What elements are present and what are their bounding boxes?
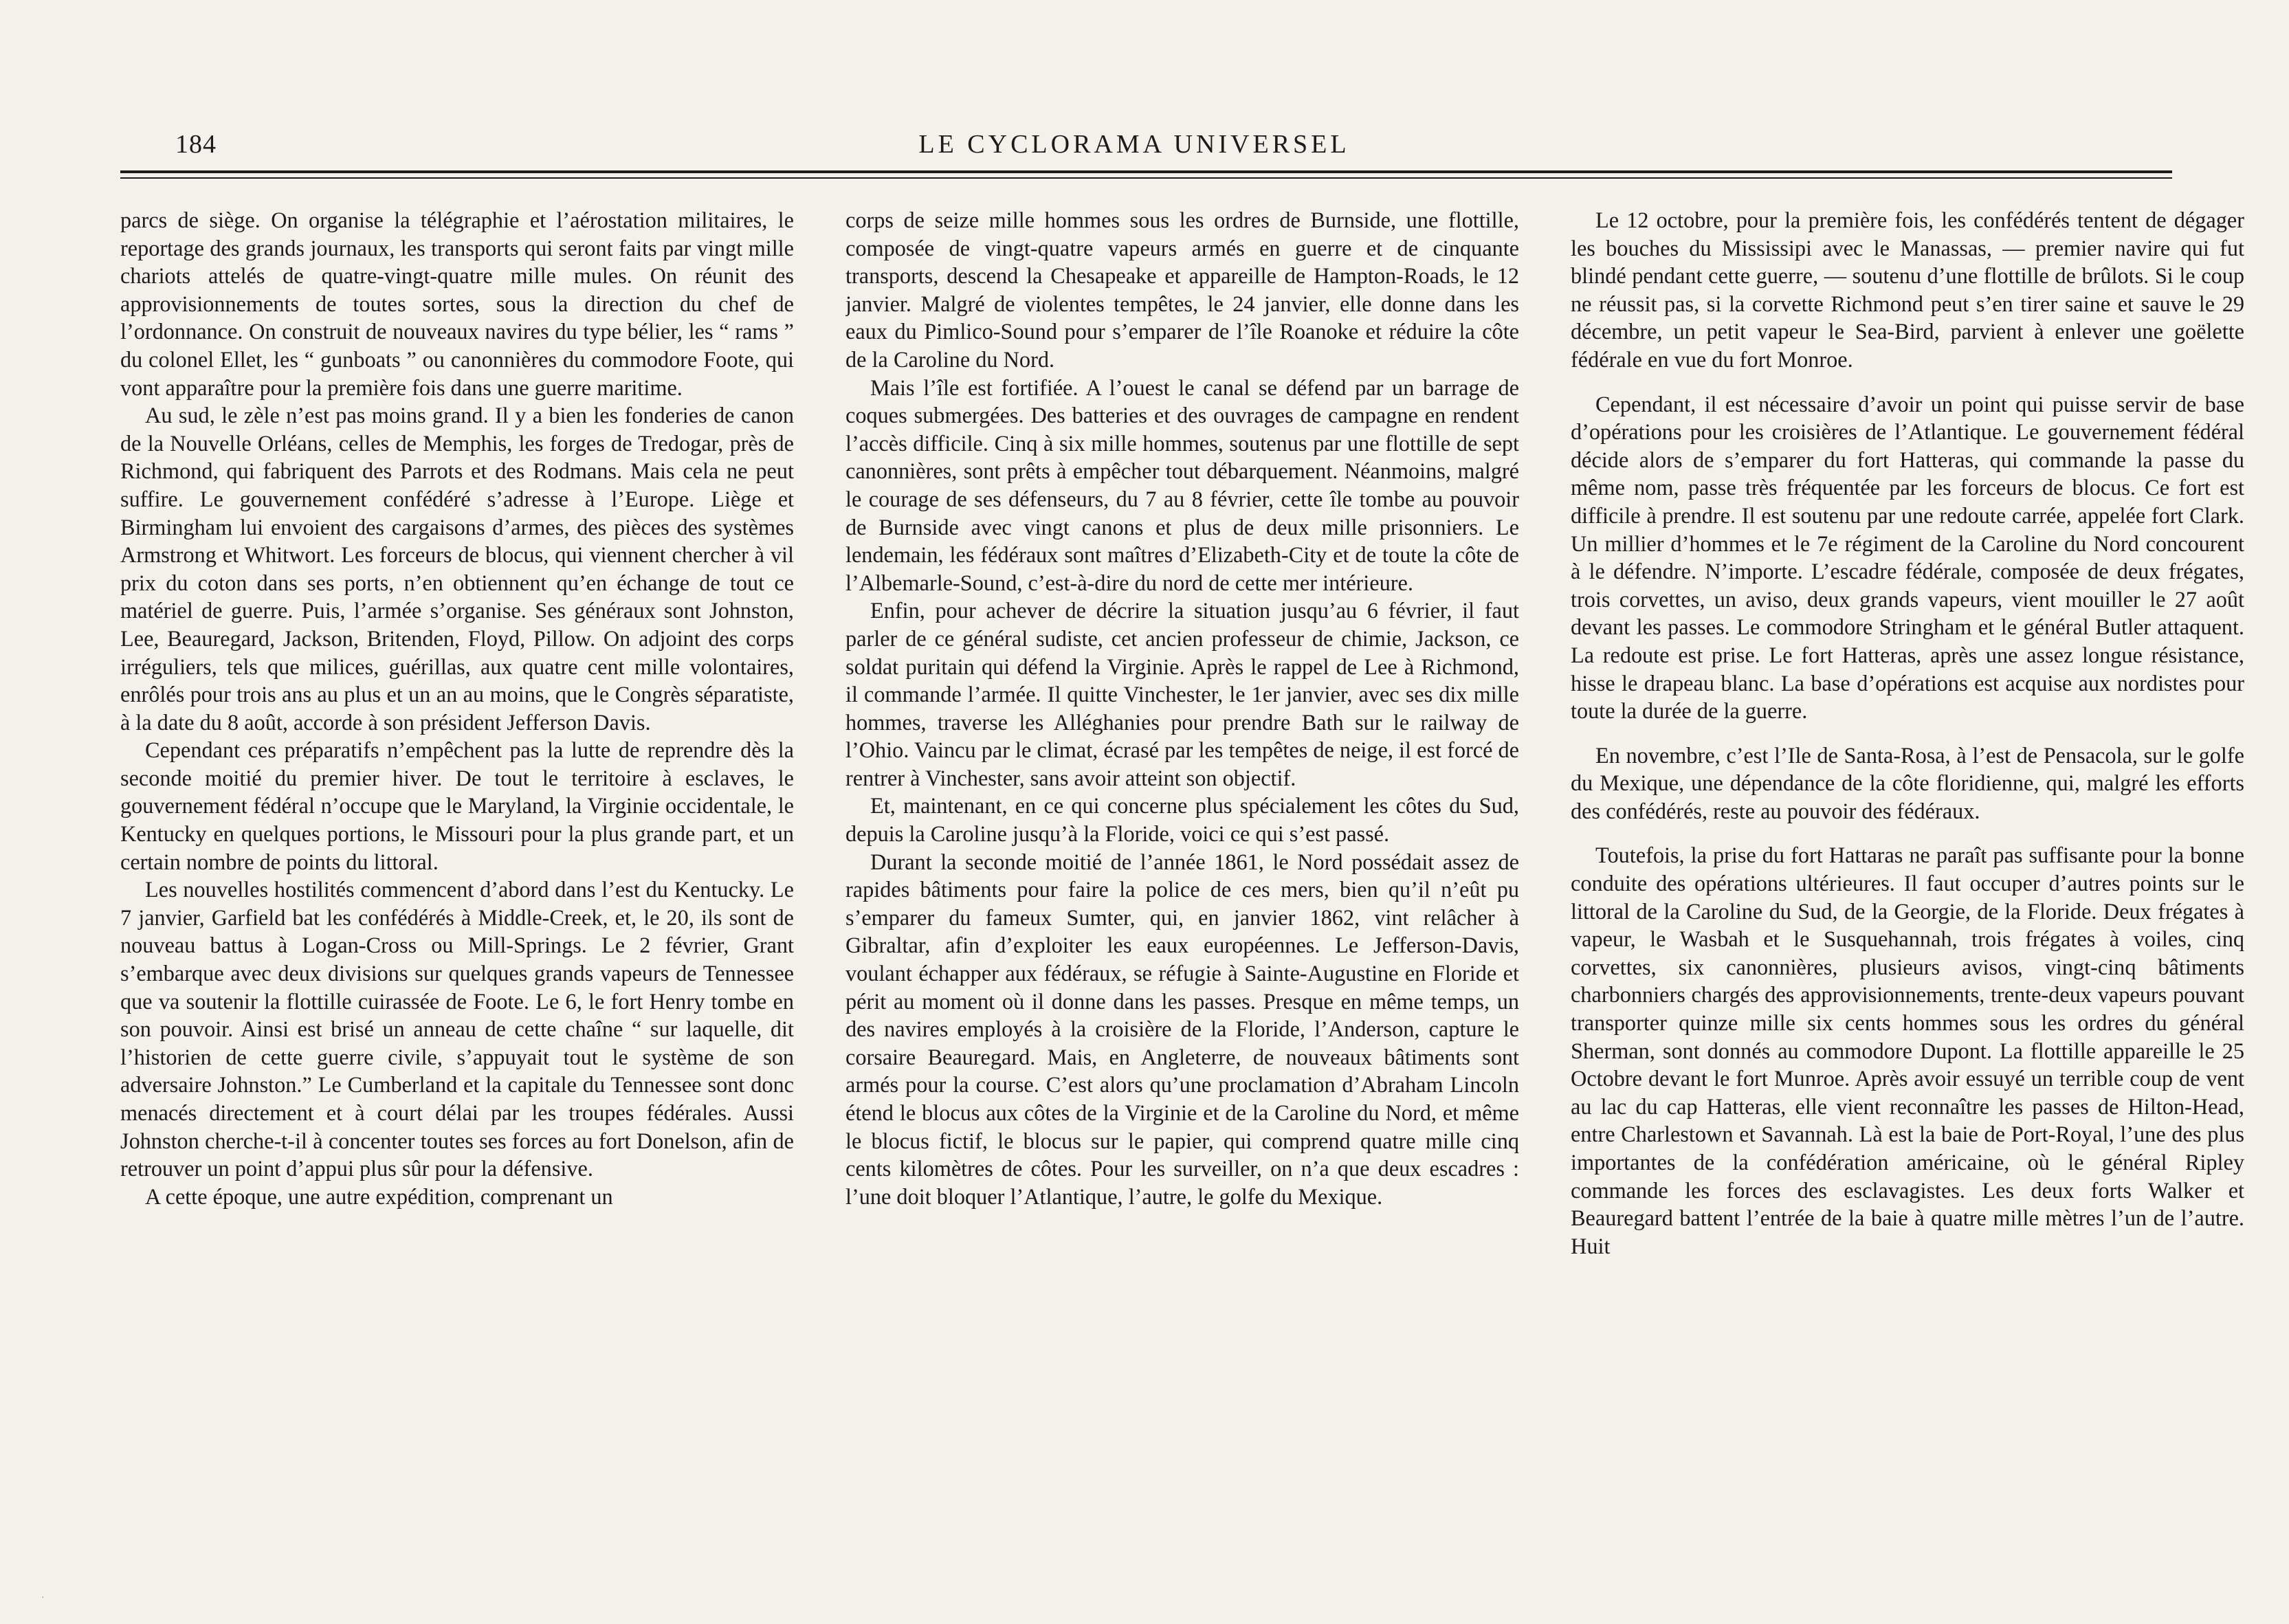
paragraph: parcs de siège. On organise la télégraphie et l’aérostation militaires, le reportage des grands journaux, les transports qui seront faits par vingt mille chariots attelés de quatre-vingt-quatre mille mules. On réunit des approvisionnements de toutes sortes, sous la direction du chef de l’ordonnance. On construit de nouveaux navires du type bélier, les “ rams ” du colonel Ellet, les “ gunboats ” ou canonnières du commodore Foote, qui vont apparaître pour la première fois dans une guerre maritime. — [120, 208, 794, 400]
text-column-1 — [120, 206, 794, 1526]
paragraph: corps de seize mille hommes sous les ordres de Burnside, une flottille, composée de vingt-quatre vapeurs armés en guerre et de cinquante transports, descend la Chesapeake et appareille de Hampton-Roads, le 12 janvier. Malgré de violentes tempêtes, le 24 janvier, elle donne dans les eaux du Pimlico-Sound pour s’emparer de l’île Roanoke et réduire la côte de la Caroline du Nord. — [845, 208, 1519, 372]
paragraph: Cependant, il est nécessaire d’avoir un point qui puisse servir de base d’opérations pour les croisières de l’Atlantique. Le gouvernement fédéral décide alors de s’emparer du fort Hatteras, qui commande la passe du même nom, passe très fréquentée par les forceurs de blocus. Ce fort est difficile à prendre. Il est soutenu par une redoute carrée, appelée fort Clark. Un millier d’hommes et le 7e régiment de la Caroline du Nord concourent à le défendre. N’importe. L’escadre fédérale, composée de deux frégates, trois corvettes, un aviso, deux grands vapeurs, vient mouiller le 27 août devant les passes. Le commodore Stringham et le général Butler attaquent. La redoute est prise. Le fort Hatteras, après une assez longue résistance, hisse le drapeau blanc. La base d’opérations est acquise aux nordistes pour toute la durée de la guerre. — [1571, 391, 2244, 724]
paragraph: En novembre, c’est l’Ile de Santa-Rosa, à l’est de Pensacola, sur le golfe du Mexique, une dépendance de la côte floridienne, qui, malgré les efforts des confédérés, reste au pouvoir des fédéraux. — [1571, 742, 2244, 823]
paragraph: Et, maintenant, en ce qui concerne plus spécialement les côtes du Sud, depuis la Caroline jusqu’à la Floride, voici ce qui s’est passé. — [845, 793, 1519, 847]
header-rule-thick — [120, 170, 2172, 173]
paragraph: Mais l’île est fortifiée. A l’ouest le canal se défend par un barrage de coques submergées. Des batteries et des ouvrages de campagne en rendent l’accès difficile. Cinq à six mille hommes, soutenus par une flottille de sept canonnières, sont prêts à empêcher tout débarquement. Néanmoins, malgré le courage de ses défenseurs, du 7 au 8 février, cette île tombe au pouvoir de Burnside avec vingt canons et plus de deux mille prisonniers. Le lendemain, les fédéraux sont maîtres d’Elizabeth-City et de toute la côte de l’Albemarle-Sound, c’est-à-dire du nord de cette mer intérieure. — [845, 375, 1519, 595]
paragraph: Les nouvelles hostilités commencent d’abord dans l’est du Kentucky. Le 7 janvier, Garfield bat les confédérés à Middle-Creek, et, le 20, ils sont de nouveau battus à Logan-Cross ou Mill-Springs. Le 2 février, Grant s’embarque avec deux divisions sur quelques grands vapeurs de Tennessee que va soutenir la flottille cuirassée de Foote. Le 6, le fort Henry tombe en son pouvoir. Ainsi est brisé un anneau de cette chaîne “ sur laquelle, dit l’historien de cette guerre civile, s’appuyait tout le système de son adversaire Johnston.” Le Cumberland et la capitale du Tennessee sont donc menacés directement et à court délai par les troupes fédérales. Aussi Johnston cherche-t-il à concenter toutes ses forces au fort Donelson, afin de retrouver un point d’appui plus sûr pour la défensive. — [120, 877, 794, 1181]
text-column-3 — [1571, 206, 2244, 1526]
paragraph: Durant la seconde moitié de l’année 1861, le Nord possédait assez de rapides bâtiments pour faire la police de ces mers, bien qu’il n’eût pu s’emparer du fameux Sumter, qui, en janvier 1862, vint relâcher à Gibraltar, afin d’exploiter les eaux européennes. Le Jefferson-Davis, voulant échapper aux fédéraux, se réfugie à Sainte-Augustine en Floride et périt au moment où il donne dans les passes. Presque en même temps, un des navires employés à la croisière de la Floride, l’Anderson, capture le corsaire Beauregard. Mais, en Angleterre, de nouveaux bâtiments sont armés pour la course. C’est alors qu’une proclamation d’Abraham Lincoln étend le blocus aux côtes de la Virginie et de la Caroline du Nord, et même le blocus fictif, le blocus sur le papier, qui comprend quatre mille cinq cents kilomètres de côtes. Pour les surveiller, on n’a que deux escadres : l’une doit bloquer l’Atlantique, l’autre, le golfe du Mexique. — [845, 849, 1519, 1209]
paragraph: Cependant ces préparatifs n’empêchent pas la lutte de reprendre dès la seconde moitié du premier hiver. De tout le territoire à esclaves, le gouvernement fédéral n’occupe que le Maryland, la Virginie occidentale, le Kentucky en quelques portions, le Missouri pour la plus grande part, et un certain nombre de points du littoral. — [120, 737, 794, 874]
paragraph: Toutefois, la prise du fort Hattaras ne paraît pas suffisante pour la bonne conduite des opérations ultérieures. Il faut occuper d’autres points sur le littoral de la Caroline du Sud, de la Georgie, de la Floride. Deux frégates à vapeur, le Wasbah et le Susquehannah, trois frégates à voiles, cinq corvettes, six canonnières, plusieurs avisos, vingt-cinq bâtiments charbonniers chargés des approvisionnements, trente-deux vapeurs pouvant transporter quinze mille six cents hommes sous les ordres du général Sherman, sont donnés au commodore Dupont. La flottille appareille le 25 Octobre devant le fort Munroe. Après avoir essuyé un terrible coup de vent au lac du cap Hatteras, elle vient reconnaître les passes de Hilton-Head, entre Charlestown et Savannah. Là est la baie de Port-Royal, l’une des plus importantes de la confédération américaine, où le général Ripley commande les forces des esclavagistes. Les deux forts Walker et Beauregard battent l’entrée de la baie à quatre mille mètres l’un de l’autre. Huit — [1571, 843, 2244, 1258]
paragraph: Le 12 octobre, pour la première fois, les confédérés tentent de dégager les bouches du Mississipi avec le Manassas, — premier navire qui fut blindé pendant cette guerre, — soutenu d’une flottille de brûlots. Si le coup ne réussit pas, si la corvette Richmond peut s’en tirer saine et sauve le 29 décembre, un petit vapeur le Sea-Bird, parvient à enlever une goëlette fédérale en vue du fort Monroe. — [1571, 208, 2244, 372]
paragraph: Au sud, le zèle n’est pas moins grand. Il y a bien les fonderies de canon de la Nouvelle Orléans, celles de Memphis, les forges de Tredogar, près de Richmond, qui fabriquent des Parrots et des Rodmans. Mais cela ne peut suffire. Le gouvernement confédéré s’adresse à l’Europe. Liège et Birmingham lui envoient des cargaisons d’armes, des pièces des systèmes Armstrong et Whitwort. Les forceurs de blocus, qui viennent chercher à vil prix du coton dans ses ports, n’en obtiennent qu’en échange de tout ce matériel de guerre. Puis, l’armée s’organise. Ses généraux sont Johnston, Lee, Beauregard, Jackson, Britenden, Floyd, Pillow. On adjoint des corps irréguliers, tels que milices, guérillas, aux quatre cent mille volontaires, enrôlés pour trois ans au plus et un an au moins, que le Congrès séparatiste, à la date du 8 août, accorde à son président Jefferson Davis. — [120, 403, 794, 735]
paragraph: Enfin, pour achever de décrire la situation jusqu’au 6 février, il faut parler de ce général sudiste, cet ancien professeur de chimie, Jackson, ce soldat puritain qui défend la Virginie. Après le rappel de Lee à Richmond, il commande l’armée. Il quitte Vinchester, le 1er janvier, avec ses dix mille hommes, traverse les Alléghanies pour prendre Bath sur le railway de l’Ohio. Vaincu par le climat, écrasé par les tempêtes de neige, il est forcé de rentrer à Vinchester, sans avoir atteint son objectif. — [845, 598, 1519, 790]
running-head: LE CYCLORAMA UNIVERSEL — [918, 130, 1350, 159]
text-column-2 — [845, 206, 1519, 1526]
scan-mark: · — [41, 1593, 45, 1603]
page-number: 184 — [175, 130, 217, 159]
header-rule-thin — [120, 177, 2172, 179]
paragraph: A cette époque, une autre expédition, comprenant un — [145, 1183, 613, 1209]
